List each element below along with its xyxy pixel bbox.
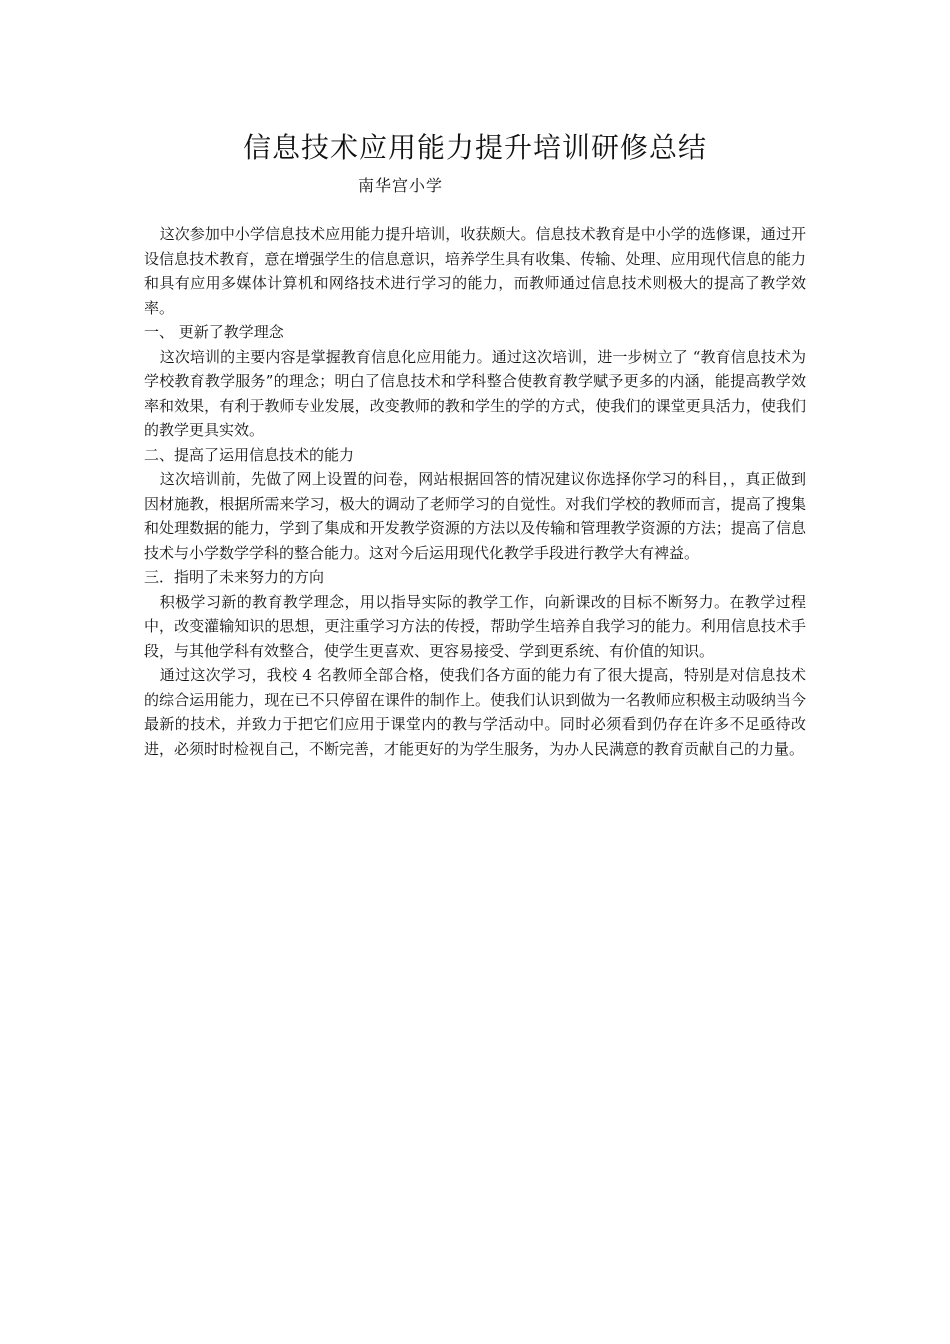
section-paragraph: 积极学习新的教育教学理念，用以指导实际的教学工作，向新课改的目标不断努力。在教学过程中，改变灌输知识的思想，更注重学习方法的传授，帮助学生培养自我学习的能力。利用信息技术手段，与其他学科有效整合，使学生更喜欢、更容易接受、学到更系统、有价值的知识。 bbox=[144, 592, 806, 660]
conclusion-paragraph: 通过这次学习，我校 4 名教师全部合格，使我们各方面的能力有了很大提高，特别是对信息技术的综合运用能力，现在已不只停留在课件的制作上。使我们认识到做为一名教师应积极主动吸纳当今最新的技术，并致力于把它们应用于课堂内的教与学活动中。同时必须看到仍存在许多不足亟待改进，必须时时检视自己，不断完善，才能更好的为学生服务，为办人民满意的教育贡献自己的力量。 bbox=[144, 666, 806, 758]
document-author: 南华宫小学 bbox=[358, 176, 444, 195]
document-body bbox=[144, 222, 806, 761]
section-heading: 二、提高了运用信息技术的能力 bbox=[144, 445, 355, 464]
section-heading: 一、 更新了教学理念 bbox=[144, 323, 284, 341]
section-paragraph: 这次培训前，先做了网上设置的问卷，网站根据回答的情况建议你选择你学习的科目，，真正做到因材施教，根据所需来学习，极大的调动了老师学习的自觉性。对我们学校的教师而言，提高了搜集和处理数据的能力，学到了集成和开发教学资源的方法以及传输和管理教学资源的方法；提高了信息技术与小学数学学科的整合能力。这对今后运用现代化教学手段进行教学大有裨益。 bbox=[144, 470, 806, 562]
section-heading: 三．指明了未来努力的方向 bbox=[144, 568, 325, 586]
intro-paragraph: 这次参加中小学信息技术应用能力提升培训，收获颇大。信息技术教育是中小学的选修课，通过开设信息技术教育，意在增强学生的信息意识，培养学生具有收集、传输、处理、应用现代信息的能力和具有应用多媒体计算机和网络技术进行学习的能力，而教师通过信息技术则极大的提高了教学效率。 bbox=[144, 225, 806, 317]
document-title: 信息技术应用能力提升培训研修总结 bbox=[242, 131, 707, 164]
section-paragraph: 这次培训的主要内容是掌握教育信息化应用能力。通过这次培训，进一步树立了 “教育信息技术为学校教育教学服务”的理念；明白了信息技术和学科整合使教育教学赋予更多的内涵，能提高教学效率和效果，有利于教师专业发展，改变教师的教和学生的学的方式，使我们的课堂更具活力，使我们的教学更具实效。 bbox=[144, 347, 806, 439]
